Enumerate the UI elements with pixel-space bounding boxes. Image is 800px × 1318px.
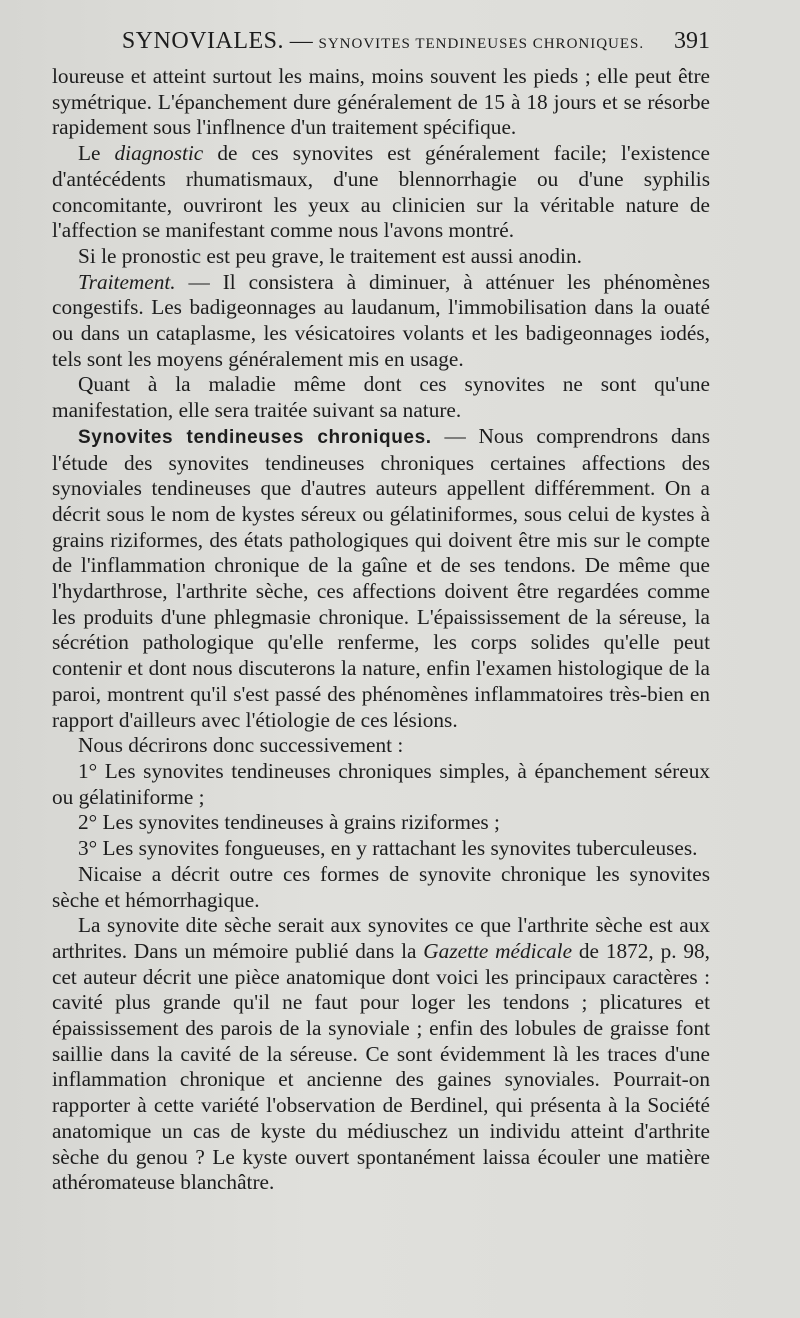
italic-term-gazette: Gazette médicale (423, 938, 573, 963)
running-title (52, 26, 674, 59)
paragraph-pronostic: Si le pronostic est peu grave, le traitement est aussi anodin. (78, 243, 582, 268)
paragraph-traitement (52, 270, 710, 373)
paragraph-text: Le (78, 141, 115, 166)
section-heading: Synovites tendineuses chroniques. (78, 426, 432, 448)
paragraph-text: de 1872, p. 98, cet auteur décrit une pièce anatomique dont voici les principaux caractères : cavité plus grande qu'il ne faut pour loger les tendons ; plicatures et épaississement des parois de la synoviale ; enfin des lobules de graisse font saillie dans la cavité de la séreuse. Ce sont évidemment là les traces d'une inflammation chronique et ancienne des gaines synoviales. Pourrait-on rapporter à cette variété l'observation de Berdinel, qui présenta à la Société anatomique un cas de kyste du médiuschez un individu atteint d'arthrite sèche du genou ? Le kyste ouvert spontanément laissa écouler une matière athéromateuse blanchâtre. (52, 938, 710, 1195)
paragraph-text: La synovite dite sèche serait aux synovites ce que l'arthrite sèche est aux arthrites. Dans un mémoire publié dans la (52, 913, 710, 963)
paragraph-diagnostic (52, 141, 710, 244)
list-item-3: 3° Les synovites fongueuses, en y rattachant les synovites tuberculeuses. (78, 836, 698, 861)
italic-term-traitement: Traitement. (78, 269, 176, 294)
paragraph-text: — Il consistera à diminuer, à atténuer les phénomènes congestifs. Les badigeonnages au laudanum, l'immobilisation dans la ouaté ou dans un cataplasme, les vésicatoires volants et les badigeonnages iodés, tels sont les moyens généralement mis en usage. (52, 269, 710, 371)
paragraph-synovite-seche (52, 913, 710, 1196)
italic-term-diagnostic: diagnostic (114, 141, 204, 166)
body-text (52, 64, 710, 1196)
list-item-1: 1° Les synovites tendineuses chroniques simples, à épanchement séreux ou gélatiniforme ; (52, 758, 710, 809)
paragraph-text: — Nous comprendrons dans l'étude des synovites tendineuses chroniques certaines affections des synoviales tendineuses que d'autres auteurs appellent différemment. On a décrit sous le nom de kystes séreux ou gélatiniformes, sous celui de kystes à grains riziformes, des états pathologiques qui doivent être mis sur le compte de l'inflammation chronique de la gaîne et de ses tendons. De même que l'hydarthrose, l'arthrite sèche, ces affections doivent être regardées comme les produits d'une phlegmasie chronique. L'épaississement de la séreuse, la sécrétion pathologique qu'elle renferme, les corps solides qu'elle peut contenir et dont nous discuterons la nature, enfin l'examen histologique de la paroi, montrent qu'il s'est passé des phénomènes inflammatoires très-bien en rapport d'ailleurs avec l'étiologie de ces lésions. (52, 423, 710, 732)
running-title-dash: — (289, 28, 313, 53)
paragraph-maladie: Quant à la maladie même dont ces synovites ne sont qu'une manifestation, elle sera traitée suivant sa nature. (52, 372, 710, 423)
running-title-sub: SYNOVITES TENDINEUSES CHRONIQUES. (318, 36, 645, 52)
paragraph-decrirons: Nous décrirons donc successivement : (78, 733, 404, 758)
running-header (52, 26, 710, 64)
list-item-2: 2° Les synovites tendineuses à grains riziformes ; (78, 810, 500, 835)
running-title-main: SYNOVIALES. (121, 28, 284, 54)
paragraph-text: de ces synovites est généralement facile; l'existence d'antécédents rhumatismaux, d'une blennorrhagie ou d'une syphilis concomitante, ouvriront les yeux au clinicien sur la véritable nature de l'affection se manifestant comme nous l'avons montré. (52, 141, 710, 243)
paragraph-synovites-chroniques (52, 424, 710, 733)
page-number: 391 (674, 28, 710, 54)
paragraph-1: loureuse et atteint surtout les mains, moins souvent les pieds ; elle peut être symétrique. L'épanchement dure généralement de 15 à 18 jours et se résorbe rapidement sous l'inflnence d'un traitement spécifique. (52, 64, 710, 140)
paragraph-nicaise: Nicaise a décrit outre ces formes de synovite chronique les synovites sèche et hémorrhagique. (52, 861, 710, 912)
